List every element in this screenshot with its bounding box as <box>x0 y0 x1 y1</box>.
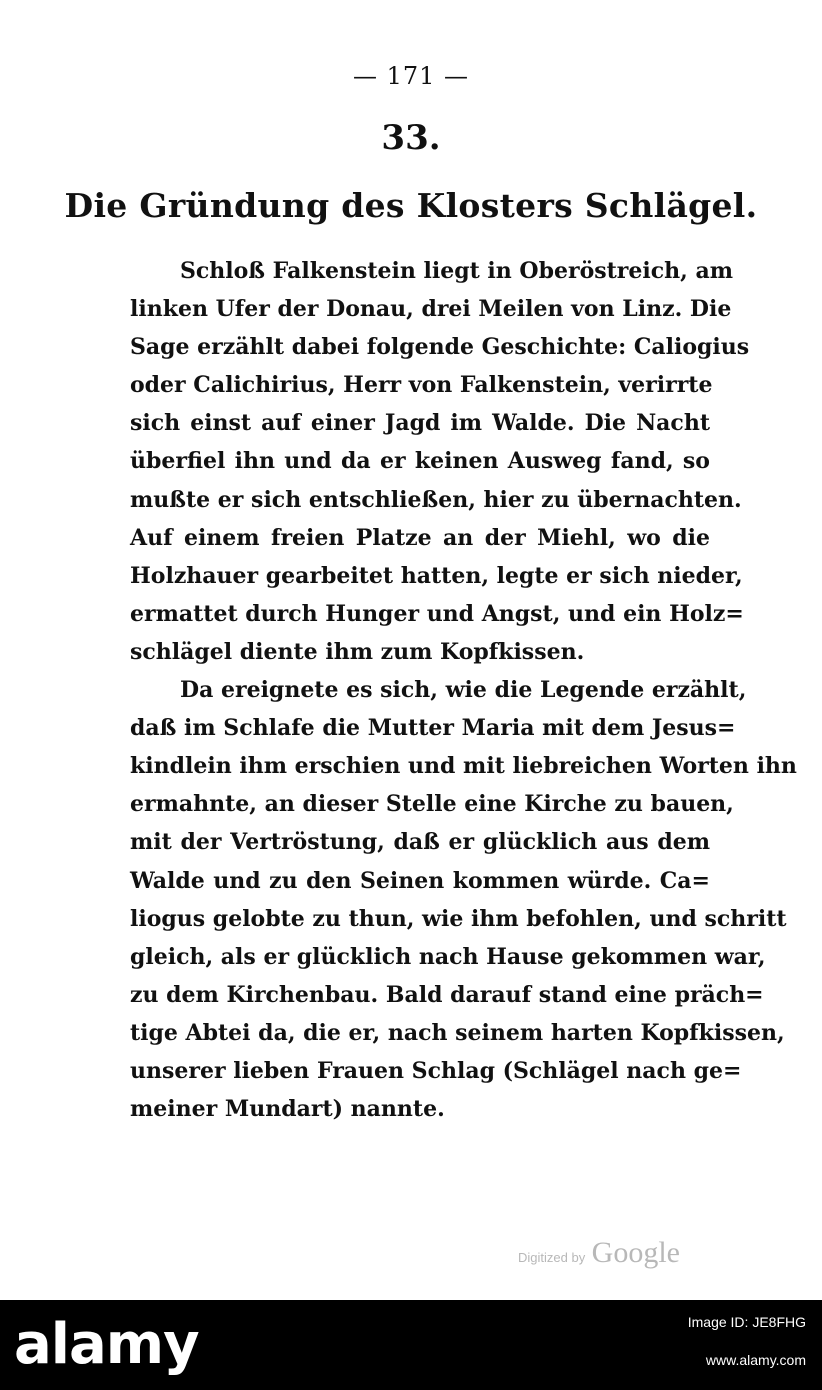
google-logo: Google <box>591 1236 680 1269</box>
digitized-watermark <box>518 1236 680 1270</box>
text-line: meiner Mundart) nannte. <box>130 1096 445 1123</box>
text-line: zu dem Kirchenbau. Bald darauf stand eine präch= <box>130 981 764 1008</box>
text-line: daß im Schlafe die Mutter Maria mit dem Jesus= <box>130 715 736 742</box>
image-id-label: Image ID: JE8FHG <box>687 1314 806 1330</box>
text-line: Auf einem freien Platze an der Miehl, wo die <box>130 524 710 551</box>
text-line: Da ereignete es sich, wie die Legende erzählt, <box>180 677 747 704</box>
text-line: kindlein ihm erschien und mit liebreichen Worten ihn <box>130 753 797 780</box>
text-line: schlägel diente ihm zum Kopfkissen. <box>130 638 585 665</box>
page-header: — 171 — <box>352 62 470 90</box>
text-line: oder Calichirius, Herr von Falkenstein, verirrte <box>130 372 713 399</box>
digitized-by-label: Digitized by <box>518 1250 586 1265</box>
text-line: ermahnte, an dieser Stelle eine Kirche zu bauen, <box>130 791 734 818</box>
text-line: linken Ufer der Donau, drei Meilen von Linz. Die <box>130 296 732 323</box>
body-text <box>130 252 797 1128</box>
chapter-number: 33. <box>381 118 441 158</box>
text-line: Holzhauer gearbeitet hatten, legte er sich nieder, <box>130 562 743 589</box>
text-line: ermattet durch Hunger und Angst, und ein Holz= <box>130 600 744 627</box>
text-line: Walde und zu den Seinen kommen würde. Ca= <box>130 867 710 894</box>
text-line: mit der Vertröstung, daß er glücklich aus dem <box>130 829 710 856</box>
text-line: Sage erzählt dabei folgende Geschichte: Caliogius <box>130 334 750 361</box>
text-line: tige Abtei da, die er, nach seinem harten Kopfkissen, <box>130 1019 785 1046</box>
text-line: überfiel ihn und da er keinen Ausweg fand, so <box>130 448 710 475</box>
stock-footer-bar <box>0 1300 822 1390</box>
text-line: mußte er sich entschließen, hier zu übernachten. <box>130 486 742 513</box>
text-line: sich einst auf einer Jagd im Walde. Die Nacht <box>130 410 710 437</box>
text-line: gleich, als er glücklich nach Hause gekommen war, <box>130 943 766 970</box>
site-url: www.alamy.com <box>705 1352 806 1368</box>
text-line: unserer lieben Frauen Schlag (Schlägel nach ge= <box>130 1057 742 1084</box>
text-line: liogus gelobte zu thun, wie ihm befohlen, und schritt <box>130 905 787 932</box>
chapter-title: Die Gründung des Klosters Schlägel. <box>64 186 758 225</box>
alamy-logo: alamy <box>14 1312 199 1377</box>
text-line: Schloß Falkenstein liegt in Oberöstreich, am <box>180 258 733 284</box>
